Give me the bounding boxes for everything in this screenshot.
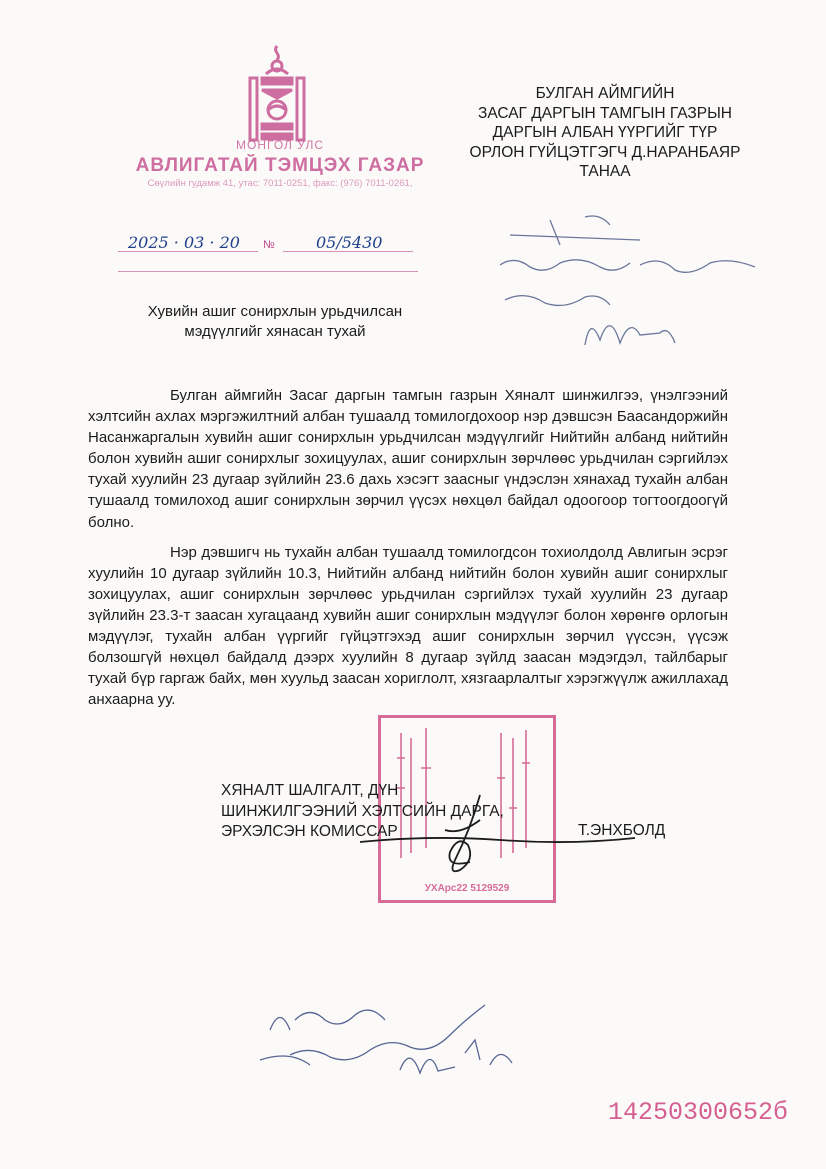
country-name: МОНГОЛ УЛС — [236, 138, 324, 152]
recipient-line: ДАРГЫН АЛБАН ҮҮРГИЙГ ТҮР — [492, 124, 718, 141]
body-paragraph: Булган аймгийн Засаг даргын тамгын газрын Хяналт шинжилгээ, үнэлгээний хэлтсийн ахлах мэргэжилтний албан тушаалд томилогдохоор нэр дэвшсэн Баасандоржийн Насанжаргалын хувийн ашиг сонирхлын урьдчилсан мэдүүлгийг Нийтийн албанд нийтийн болон хувийн ашиг сонирхлыг зохицуулах, ашиг сонирхлын зөрчлөөс урьдчилан сэргийлэх тухай хуулийн 23 дугаар зүйлийн 23.6 дахь хэсэгт заасныг үндэслэн хянахад тухайн албан тушаалд томилоход ашиг сонирхлын зөрчил үүсэх нөхцөл байдал одоогоор тогтоогдоогүй болно. — [88, 387, 728, 531]
date-underline — [118, 251, 258, 252]
subject-line: Хувийн ашиг сонирхлын урьдчилсан — [147, 303, 403, 320]
serial-number: 14250300652б — [608, 1098, 789, 1127]
subject-block — [130, 302, 420, 342]
recipient-line: БУЛГАН АЙМГИЙН — [535, 85, 675, 102]
recipient-line: ЗАСАГ ДАРГЫН ТАМГЫН ГАЗРЫН — [478, 104, 732, 122]
letter-number: 05/5430 — [316, 233, 383, 252]
reference-underline — [118, 271, 418, 272]
stamp-code: УХАрс22 5129529 — [424, 883, 510, 894]
letter-date: 2025 · 03 · 20 — [128, 233, 240, 252]
recipient-line: ОРЛОН ГҮЙЦЭТГЭГЧ Д.НАРАНБАЯР — [469, 143, 741, 161]
letter-body — [88, 385, 728, 710]
agency-address: Сөүлийн гудамж 41, утас: 7011-0251, факс: (976) 7011-0261, — [147, 178, 413, 189]
handwritten-note — [250, 975, 520, 1085]
recipient-line: ТАНАА — [579, 163, 631, 180]
soyombo-emblem-icon — [244, 44, 310, 144]
body-paragraph: Нэр дэвшигч нь тухайн албан тушаалд томилогдсон тохиолдолд Авлигын эсрэг хуулийн 10 дугаар зүйлийн 10.3, Нийтийн албанд нийтийн болон хувийн ашиг сонирхлыг зохицуулах, ашиг сонирхлын зөрчлөөс урьдчилан сэргийлэх тухай хуулийн 23 дугаар зүйлийн 23.3-т заасан хугацаанд хувийн ашиг сонирхлын мэдүүлэг болон хөрөнгө орлогын мэдүүлэг, тухайн албан үүргийг гүйцэтгэхэд ашиг сонирхлын зөрчил үүссэн, үүсэж болзошгүй нөхцөл байдалд дээрх хуулийн 8 дугаар зүйлд заасан мэдэгдэл, тайлбарыг тухай бүр гаргаж байх, мөн хуульд заасан хориглолт, хязгаарлалтыг хэрэгжүүлж ажиллахад анхаарна уу. — [88, 543, 728, 709]
agency-name: АВЛИГАТАЙ ТЭМЦЭХ ГАЗАР — [135, 155, 425, 176]
signatory-title-line: ШИНЖИЛГЭЭНИЙ ХЭЛТСИЙН ДАРГА, — [221, 802, 504, 820]
number-label: № — [263, 239, 275, 251]
signatory-title-line: ХЯНАЛТ ШАЛГАЛТ, ДҮН — [221, 782, 399, 799]
handwritten-annotation — [490, 205, 770, 365]
signatory-name: Т.ЭНХБОЛД — [578, 822, 666, 839]
recipient-block — [455, 84, 755, 182]
signatory-title-line: ЭРХЭЛСЭН КОМИССАР — [221, 823, 398, 840]
date-number-line — [118, 233, 428, 253]
signature-icon — [350, 790, 640, 890]
subject-line: мэдүүлгийг хянасан тухай — [184, 323, 366, 340]
number-underline — [283, 251, 413, 252]
